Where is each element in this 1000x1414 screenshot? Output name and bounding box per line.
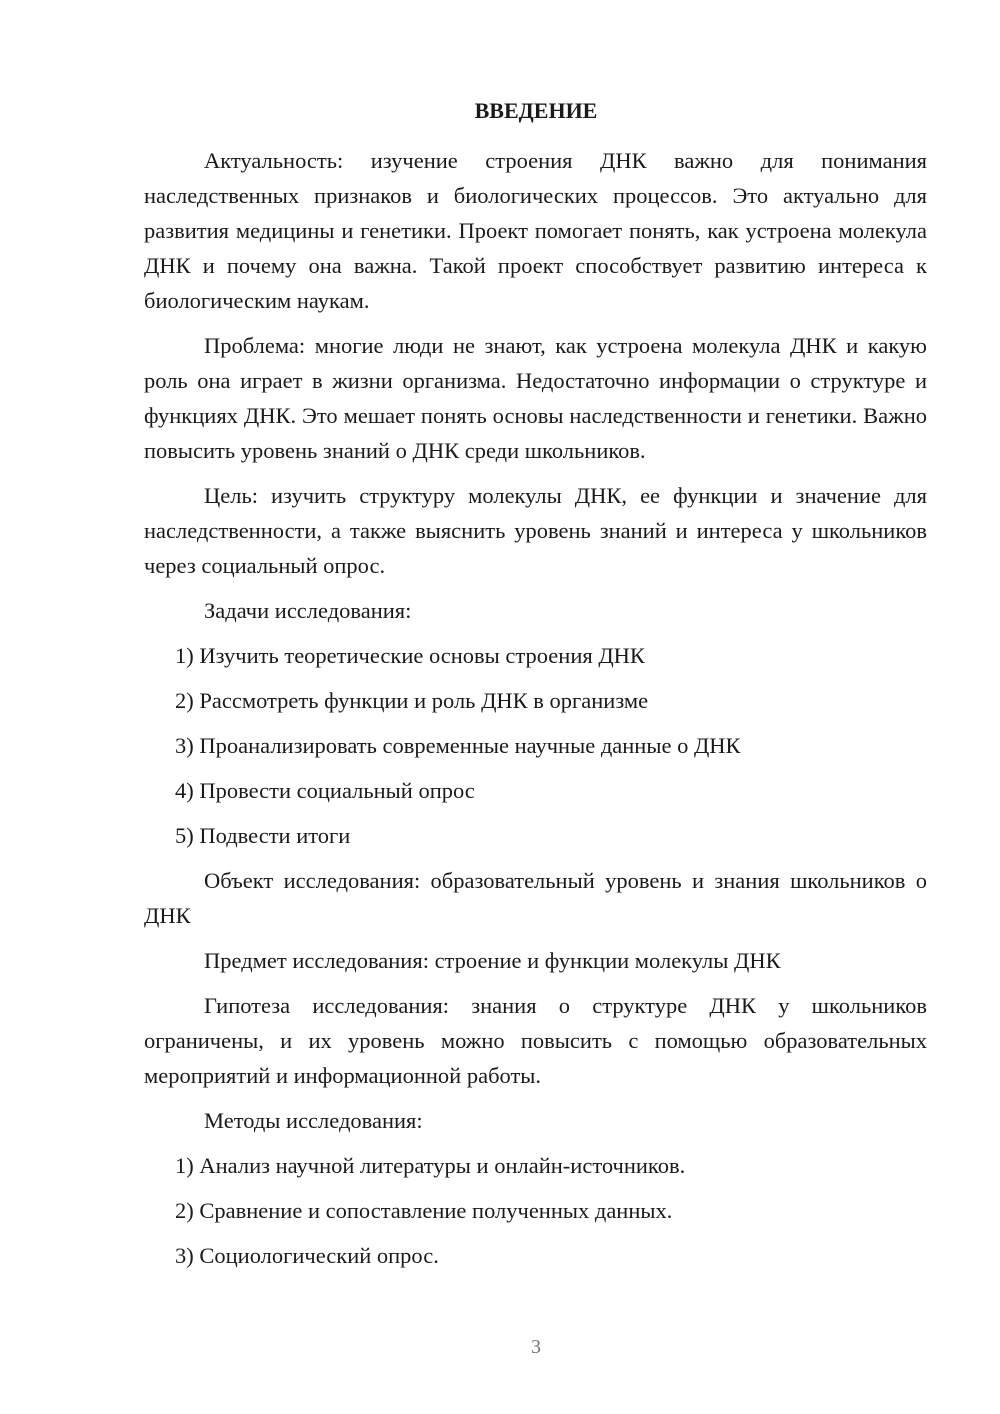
section-body: [144, 143, 927, 1283]
list-item: 3) Проанализировать современные научные данные о ДНК: [175, 733, 741, 758]
page-number: 3: [531, 1336, 541, 1358]
methods-list: [144, 1148, 927, 1273]
tasks-title: Задачи исследования:: [204, 598, 412, 623]
list-item: 4) Провести социальный опрос: [175, 778, 475, 803]
list-item: 1) Изучить теоретические основы строения ДНК: [175, 643, 645, 668]
list-item: 3) Социологический опрос.: [175, 1243, 439, 1268]
methods-title: Методы исследования:: [204, 1108, 423, 1133]
list-item: 2) Сравнение и сопоставление полученных данных.: [175, 1198, 673, 1223]
object-paragraph: Объект исследования: образовательный уровень и знания школьников о ДНК: [144, 868, 927, 928]
hypothesis-paragraph: Гипотеза исследования: знания о структуре ДНК у школьников ограничены, и их уровень можно повысить с помощью образовательных мероприятий и информационной работы.: [144, 993, 927, 1088]
section-heading: ВВЕДЕНИЕ: [474, 98, 598, 123]
relevance-paragraph: Актуальность: изучение строения ДНК важно для понимания наследственных признаков и биологических процессов. Это актуально для развития медицины и генетики. Проект помогает понять, как устроена молекула ДНК и почему она важна. Такой проект способствует развитию интереса к биологическим наукам.: [144, 148, 927, 313]
problem-paragraph: Проблема: многие люди не знают, как устроена молекула ДНК и какую роль она играет в жизни организма. Недостаточно информации о структуре и функциях ДНК. Это мешает понять основы наследственности и генетики. Важно повысить уровень знаний о ДНК среди школьников.: [144, 333, 927, 463]
list-item: 1) Анализ научной литературы и онлайн-источников.: [175, 1153, 686, 1178]
list-item: 2) Рассмотреть функции и роль ДНК в организме: [175, 688, 649, 713]
goal-paragraph: Цель: изучить структуру молекулы ДНК, ее функции и значение для наследственности, а также выяснить уровень знаний и интереса у школьников через социальный опрос.: [144, 483, 927, 578]
tasks-list: [144, 638, 927, 853]
list-item: 5) Подвести итоги: [175, 823, 351, 848]
subject-paragraph: Предмет исследования: строение и функции молекулы ДНК: [204, 948, 781, 973]
